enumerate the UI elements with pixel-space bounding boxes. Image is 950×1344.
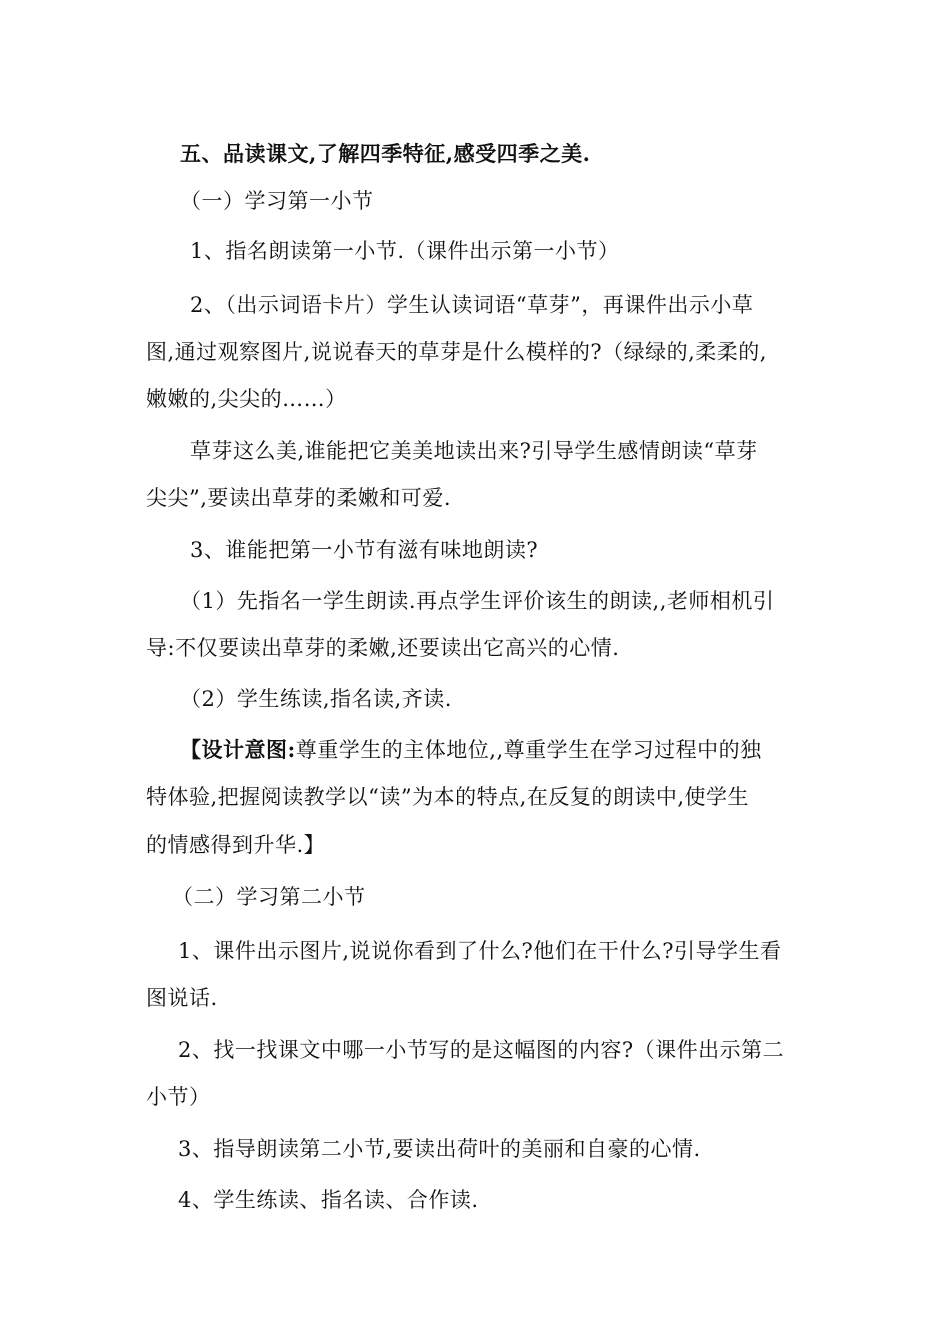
subsection-title-2: （二）学习第二小节 <box>172 885 366 909</box>
section2-item-2-line-1: 2、找一找课文中哪一小节写的是这幅图的内容?（课件出示第二 <box>178 1038 785 1062</box>
design-intent-label: 【设计意图: <box>180 737 296 762</box>
section2-item-3: 3、指导朗读第二小节,要读出荷叶的美丽和自豪的心情. <box>178 1137 701 1161</box>
sub-item-1-line-2: 导:不仅要读出草芽的柔嫩,还要读出它高兴的心情. <box>146 636 620 660</box>
design-intent-line-3: 的情感得到升华.】 <box>146 833 326 857</box>
paragraph-item-2-line-2: 图,通过观察图片,说说春天的草芽是什么模样的?（绿绿的,柔柔的, <box>146 340 767 364</box>
section2-item-4: 4、学生练读、指名读、合作读. <box>178 1188 479 1212</box>
design-intent-line-2: 特体验,把握阅读教学以“读”为本的特点,在反复的朗读中,使学生 <box>146 785 749 809</box>
paragraph-item-3: 3、谁能把第一小节有滋有味地朗读? <box>190 538 539 562</box>
paragraph-text-line-2: 尖尖”,要读出草芽的柔嫩和可爱. <box>146 486 452 510</box>
section-heading: 五、品读课文,了解四季特征,感受四季之美. <box>180 141 591 166</box>
section2-item-1-line-2: 图说话. <box>146 986 218 1010</box>
paragraph-item-1: 1、指名朗读第一小节.（课件出示第一小节） <box>190 239 620 263</box>
design-intent-line-1 <box>180 735 850 765</box>
sub-item-2: （2）学生练读,指名读,齐读. <box>180 687 452 711</box>
design-intent-text: 尊重学生的主体地位,,尊重学生在学习过程中的独 <box>295 738 762 762</box>
subsection-title-1: （一）学习第一小节 <box>180 189 374 213</box>
sub-item-1-line-1: （1）先指名一学生朗读.再点学生评价该生的朗读,,老师相机引 <box>180 589 775 613</box>
section2-item-2-line-2: 小节） <box>146 1085 211 1109</box>
paragraph-item-2-line-3: 嫩嫩的,尖尖的……） <box>146 387 347 411</box>
section2-item-1-line-1: 1、课件出示图片,说说你看到了什么?他们在干什么?引导学生看 <box>178 939 782 963</box>
paragraph-item-2-line-1: 2、（出示词语卡片）学生认读词语“草芽”，再课件出示小草 <box>190 293 754 317</box>
paragraph-text-line-1: 草芽这么美,谁能把它美美地读出来?引导学生感情朗读“草芽 <box>190 439 758 463</box>
